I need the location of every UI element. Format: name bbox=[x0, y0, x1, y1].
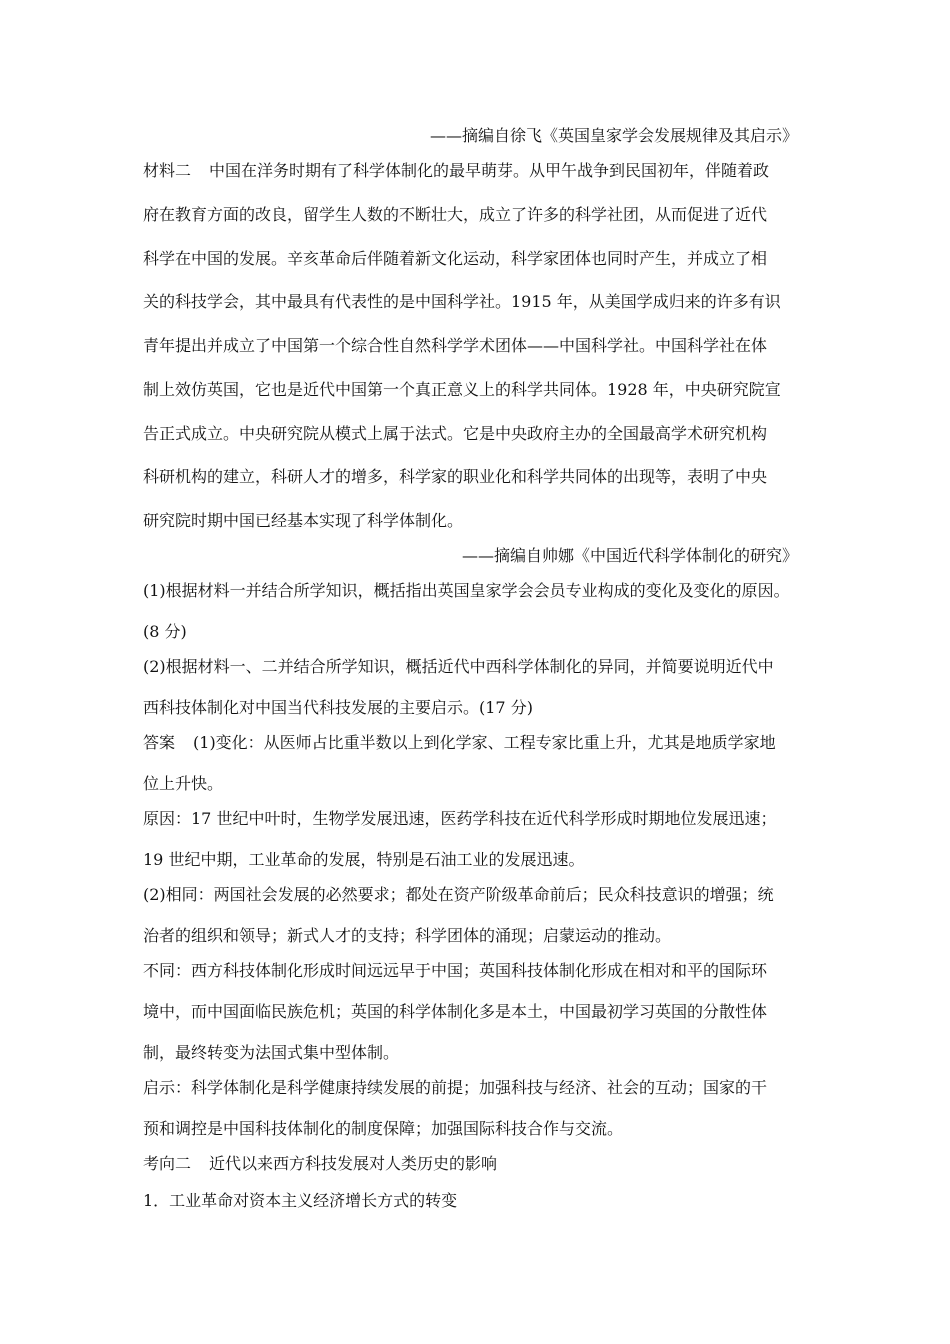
answer-line-6: 治者的组织和领导；新式人才的支持；科学团体的涌现；启蒙运动的推动。 bbox=[143, 926, 672, 945]
material2-line-9: 研究院时期中国已经基本实现了科学体制化。 bbox=[143, 511, 464, 530]
material2-line-5: 青年提出并成立了中国第一个综合性自然科学学术团体——中国科学社。中国科学社在体 bbox=[143, 336, 768, 355]
answer-label: 答案 bbox=[143, 733, 176, 752]
question-1: (1)根据材料一并结合所学知识，概括指出英国皇家学会会员专业构成的变化及变化的原因。 bbox=[143, 581, 790, 600]
answer-line-1 bbox=[143, 732, 813, 754]
answer-line-8: 境中，而中国面临民族危机；英国的科学体制化多是本土，中国最初学习英国的分散性体 bbox=[143, 1002, 768, 1021]
answer-line-7: 不同：西方科技体制化形成时间远远早于中国；英国科技体制化形成在相对和平的国际环 bbox=[143, 961, 768, 980]
question-1-score: (8 分) bbox=[143, 622, 187, 641]
subheading: 1．工业革命对资本主义经济增长方式的转变 bbox=[143, 1191, 458, 1210]
material1-source: ——摘编自徐飞《英国皇家学会发展规律及其启示》 bbox=[429, 126, 798, 145]
section-label: 考向二 bbox=[143, 1154, 192, 1173]
answer-line-4: 19 世纪中期，工业革命的发展，特别是石油工业的发展迅速。 bbox=[143, 850, 585, 869]
answer-line-2: 位上升快。 bbox=[143, 774, 224, 793]
material2-text: 中国在洋务时期有了科学体制化的最早萌芽。从甲午战争到民国初年，伴随着政 bbox=[209, 161, 770, 180]
material2-line-3: 科学在中国的发展。辛亥革命后伴随着新文化运动，科学家团体也同时产生，并成立了相 bbox=[143, 249, 768, 268]
answer-text: (1)变化：从医师占比重半数以上到化学家、工程专家比重上升，尤其是地质学家地 bbox=[193, 733, 776, 752]
material2-line-2: 府在教育方面的改良，留学生人数的不断壮大，成立了许多的科学社团，从而促进了近代 bbox=[143, 205, 768, 224]
answer-line-10: 启示：科学体制化是科学健康持续发展的前提；加强科技与经济、社会的互动；国家的干 bbox=[143, 1078, 768, 1097]
section-heading bbox=[143, 1153, 813, 1175]
material2-line-1 bbox=[143, 160, 813, 182]
answer-line-5: (2)相同：两国社会发展的必然要求；都处在资产阶级革命前后；民众科技意识的增强；统 bbox=[143, 885, 774, 904]
question-2-cont: 西科技体制化对中国当代科技发展的主要启示。(17 分) bbox=[143, 698, 533, 717]
material2-line-6: 制上效仿英国，它也是近代中国第一个真正意义上的科学共同体。1928 年，中央研究院宣 bbox=[143, 380, 781, 399]
material2-source: ——摘编自帅娜《中国近代科学体制化的研究》 bbox=[461, 546, 798, 565]
section-title: 近代以来西方科技发展对人类历史的影响 bbox=[209, 1154, 498, 1173]
answer-line-3: 原因：17 世纪中叶时，生物学发展迅速，医药学科技在近代科学形成时期地位发展迅速； bbox=[143, 809, 777, 828]
answer-line-11: 预和调控是中国科技体制化的制度保障；加强国际科技合作与交流。 bbox=[143, 1119, 624, 1138]
question-2: (2)根据材料一、二并结合所学知识，概括近代中西科学体制化的异同，并简要说明近代中 bbox=[143, 657, 774, 676]
material2-label: 材料二 bbox=[143, 161, 192, 180]
material2-line-4: 关的科技学会，其中最具有代表性的是中国科学社。1915 年，从美国学成归来的许多有识 bbox=[143, 292, 781, 311]
answer-line-9: 制，最终转变为法国式集中型体制。 bbox=[143, 1043, 400, 1062]
material2-line-7: 告正式成立。中央研究院从模式上属于法式。它是中央政府主办的全国最高学术研究机构 bbox=[143, 424, 768, 443]
material2-line-8: 科研机构的建立，科研人才的增多，科学家的职业化和科学共同体的出现等，表明了中央 bbox=[143, 467, 768, 486]
